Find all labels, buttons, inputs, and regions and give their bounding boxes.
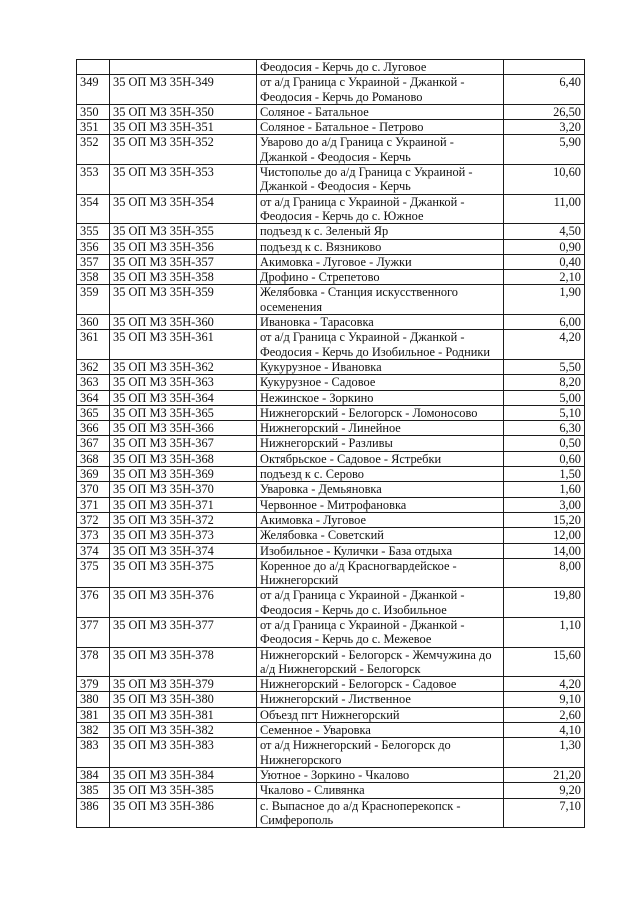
road-length-cell: 0,40 — [504, 254, 585, 269]
road-length-cell: 21,20 — [504, 767, 585, 782]
road-code-cell: 35 ОП МЗ 35Н-381 — [110, 707, 257, 722]
row-number-cell: 371 — [77, 497, 110, 512]
road-length-cell: 12,00 — [504, 528, 585, 543]
road-code-cell: 35 ОП МЗ 35Н-372 — [110, 512, 257, 527]
road-name-cell: от а/д Граница с Украиной - Джанкой - Феодосия - Керчь до Романово — [257, 75, 504, 105]
road-code-cell: 35 ОП МЗ 35Н-366 — [110, 421, 257, 436]
road-length-cell: 3,20 — [504, 120, 585, 135]
table-row — [77, 467, 585, 482]
table-row — [77, 315, 585, 330]
table-row — [77, 165, 585, 195]
road-register-table — [76, 59, 585, 828]
row-number-cell: 350 — [77, 104, 110, 119]
row-number-cell: 357 — [77, 254, 110, 269]
road-length-cell: 4,20 — [504, 330, 585, 360]
road-code-cell: 35 ОП МЗ 35Н-350 — [110, 104, 257, 119]
road-code-cell: 35 ОП МЗ 35Н-354 — [110, 194, 257, 224]
road-name-cell: Феодосия - Керчь до с. Луговое — [257, 60, 504, 75]
road-name-cell: Желябовка - Советский — [257, 528, 504, 543]
road-length-cell: 5,90 — [504, 135, 585, 165]
row-number-cell: 369 — [77, 467, 110, 482]
row-number-cell: 354 — [77, 194, 110, 224]
road-name-cell: подъезд к с. Зеленый Яр — [257, 224, 504, 239]
road-code-cell: 35 ОП МЗ 35Н-351 — [110, 120, 257, 135]
road-name-cell: Чкалово - Сливянка — [257, 783, 504, 798]
road-length-cell: 10,60 — [504, 165, 585, 195]
road-length-cell: 2,60 — [504, 707, 585, 722]
table-row — [77, 767, 585, 782]
road-code-cell: 35 ОП МЗ 35Н-375 — [110, 558, 257, 588]
road-name-cell: Изобильное - Кулички - База отдыха — [257, 543, 504, 558]
row-number-cell: 383 — [77, 738, 110, 768]
road-name-cell: подъезд к с. Вязниково — [257, 239, 504, 254]
road-code-cell: 35 ОП МЗ 35Н-353 — [110, 165, 257, 195]
road-length-cell: 15,60 — [504, 647, 585, 677]
road-name-cell: Нижнегорский - Белогорск - Жемчужина до а/д Нижнегорский - Белогорск — [257, 647, 504, 677]
road-name-cell: Дрофино - Стрепетово — [257, 270, 504, 285]
table-row — [77, 617, 585, 647]
road-code-cell: 35 ОП МЗ 35Н-361 — [110, 330, 257, 360]
road-length-cell: 6,30 — [504, 421, 585, 436]
road-name-cell: Желябовка - Станция искусственного осеменения — [257, 285, 504, 315]
row-number-cell: 363 — [77, 375, 110, 390]
table-row — [77, 738, 585, 768]
road-code-cell: 35 ОП МЗ 35Н-352 — [110, 135, 257, 165]
road-name-cell: Уваровка - Демьяновка — [257, 482, 504, 497]
table-row — [77, 723, 585, 738]
road-length-cell — [504, 60, 585, 75]
road-name-cell: Соляное - Батальное — [257, 104, 504, 119]
road-length-cell: 1,50 — [504, 467, 585, 482]
row-number-cell: 382 — [77, 723, 110, 738]
road-length-cell: 15,20 — [504, 512, 585, 527]
road-name-cell: с. Выпасное до а/д Красноперекопск - Симферополь — [257, 798, 504, 828]
road-code-cell: 35 ОП МЗ 35Н-362 — [110, 359, 257, 374]
row-number-cell: 364 — [77, 390, 110, 405]
road-name-cell: подъезд к с. Серово — [257, 467, 504, 482]
table-row — [77, 390, 585, 405]
road-name-cell: от а/д Граница с Украиной - Джанкой - Феодосия - Керчь до с. Межевое — [257, 617, 504, 647]
table-row — [77, 359, 585, 374]
road-name-cell: Кукурузное - Ивановка — [257, 359, 504, 374]
road-length-cell: 9,20 — [504, 783, 585, 798]
road-code-cell: 35 ОП МЗ 35Н-386 — [110, 798, 257, 828]
row-number-cell: 358 — [77, 270, 110, 285]
road-code-cell: 35 ОП МЗ 35Н-363 — [110, 375, 257, 390]
road-code-cell: 35 ОП МЗ 35Н-360 — [110, 315, 257, 330]
road-code-cell: 35 ОП МЗ 35Н-355 — [110, 224, 257, 239]
table-row — [77, 135, 585, 165]
row-number-cell: 376 — [77, 588, 110, 618]
row-number-cell: 374 — [77, 543, 110, 558]
row-number-cell: 378 — [77, 647, 110, 677]
road-name-cell: Нижнегорский - Разливы — [257, 436, 504, 451]
road-length-cell: 7,10 — [504, 798, 585, 828]
road-name-cell: от а/д Нижнегорский - Белогорск до Нижнегорского — [257, 738, 504, 768]
table-row — [77, 104, 585, 119]
row-number-cell: 381 — [77, 707, 110, 722]
road-length-cell: 8,00 — [504, 558, 585, 588]
road-code-cell: 35 ОП МЗ 35Н-349 — [110, 75, 257, 105]
road-length-cell: 5,00 — [504, 390, 585, 405]
road-code-cell: 35 ОП МЗ 35Н-380 — [110, 692, 257, 707]
row-number-cell: 384 — [77, 767, 110, 782]
road-code-cell: 35 ОП МЗ 35Н-384 — [110, 767, 257, 782]
table-row — [77, 405, 585, 420]
road-name-cell: от а/д Граница с Украиной - Джанкой - Феодосия - Керчь до с. Изобильное — [257, 588, 504, 618]
row-number-cell: 370 — [77, 482, 110, 497]
road-name-cell: Нижнегорский - Линейное — [257, 421, 504, 436]
table-row — [77, 647, 585, 677]
road-code-cell: 35 ОП МЗ 35Н-385 — [110, 783, 257, 798]
table-row — [77, 330, 585, 360]
table-row — [77, 239, 585, 254]
road-length-cell: 6,40 — [504, 75, 585, 105]
table-row — [77, 375, 585, 390]
table-row — [77, 194, 585, 224]
row-number-cell: 365 — [77, 405, 110, 420]
row-number-cell: 380 — [77, 692, 110, 707]
road-name-cell: от а/д Граница с Украиной - Джанкой - Феодосия - Керчь до Изобильное - Родники — [257, 330, 504, 360]
table-row — [77, 783, 585, 798]
road-code-cell: 35 ОП МЗ 35Н-383 — [110, 738, 257, 768]
table-row — [77, 692, 585, 707]
table-row — [77, 436, 585, 451]
row-number-cell: 359 — [77, 285, 110, 315]
row-number-cell: 366 — [77, 421, 110, 436]
road-code-cell: 35 ОП МЗ 35Н-368 — [110, 451, 257, 466]
row-number-cell: 377 — [77, 617, 110, 647]
table-row — [77, 798, 585, 828]
road-name-cell: Акимовка - Луговое — [257, 512, 504, 527]
row-number-cell: 352 — [77, 135, 110, 165]
road-code-cell: 35 ОП МЗ 35Н-357 — [110, 254, 257, 269]
table-row — [77, 677, 585, 692]
row-number-cell: 355 — [77, 224, 110, 239]
table-row — [77, 482, 585, 497]
row-number-cell: 361 — [77, 330, 110, 360]
table-row — [77, 543, 585, 558]
road-length-cell: 0,90 — [504, 239, 585, 254]
row-number-cell: 379 — [77, 677, 110, 692]
road-code-cell: 35 ОП МЗ 35Н-378 — [110, 647, 257, 677]
road-name-cell: Нежинское - Зоркино — [257, 390, 504, 405]
row-number-cell: 360 — [77, 315, 110, 330]
road-name-cell: Объезд пгт Нижнегорский — [257, 707, 504, 722]
road-length-cell: 19,80 — [504, 588, 585, 618]
road-code-cell: 35 ОП МЗ 35Н-364 — [110, 390, 257, 405]
road-length-cell: 6,00 — [504, 315, 585, 330]
row-number-cell: 351 — [77, 120, 110, 135]
road-code-cell: 35 ОП МЗ 35Н-379 — [110, 677, 257, 692]
road-length-cell: 0,50 — [504, 436, 585, 451]
road-code-cell: 35 ОП МЗ 35Н-359 — [110, 285, 257, 315]
road-code-cell: 35 ОП МЗ 35Н-367 — [110, 436, 257, 451]
road-name-cell: Семенное - Уваровка — [257, 723, 504, 738]
road-name-cell: Октябрьское - Садовое - Ястребки — [257, 451, 504, 466]
table-row — [77, 75, 585, 105]
table-row — [77, 528, 585, 543]
row-number-cell: 368 — [77, 451, 110, 466]
road-length-cell: 5,10 — [504, 405, 585, 420]
road-name-cell: от а/д Граница с Украиной - Джанкой - Феодосия - Керчь до с. Южное — [257, 194, 504, 224]
road-code-cell — [110, 60, 257, 75]
road-name-cell: Червонное - Митрофановка — [257, 497, 504, 512]
road-code-cell: 35 ОП МЗ 35Н-371 — [110, 497, 257, 512]
table-row — [77, 224, 585, 239]
road-length-cell: 4,20 — [504, 677, 585, 692]
road-name-cell: Ивановка - Тарасовка — [257, 315, 504, 330]
road-length-cell: 1,60 — [504, 482, 585, 497]
road-length-cell: 1,90 — [504, 285, 585, 315]
row-number-cell: 386 — [77, 798, 110, 828]
road-code-cell: 35 ОП МЗ 35Н-382 — [110, 723, 257, 738]
row-number-cell: 349 — [77, 75, 110, 105]
row-number-cell: 375 — [77, 558, 110, 588]
road-name-cell: Коренное до а/д Красногвардейское - Нижнегорский — [257, 558, 504, 588]
road-length-cell: 2,10 — [504, 270, 585, 285]
road-length-cell: 11,00 — [504, 194, 585, 224]
road-code-cell: 35 ОП МЗ 35Н-373 — [110, 528, 257, 543]
table-row — [77, 451, 585, 466]
road-name-cell: Акимовка - Луговое - Лужки — [257, 254, 504, 269]
road-length-cell: 5,50 — [504, 359, 585, 374]
row-number-cell: 385 — [77, 783, 110, 798]
road-name-cell: Нижнегорский - Лиственное — [257, 692, 504, 707]
road-length-cell: 0,60 — [504, 451, 585, 466]
road-name-cell: Чистополье до а/д Граница с Украиной - Джанкой - Феодосия - Керчь — [257, 165, 504, 195]
row-number-cell: 367 — [77, 436, 110, 451]
table-row — [77, 421, 585, 436]
row-number-cell: 353 — [77, 165, 110, 195]
table-row — [77, 60, 585, 75]
road-code-cell: 35 ОП МЗ 35Н-377 — [110, 617, 257, 647]
row-number-cell: 372 — [77, 512, 110, 527]
table-row — [77, 270, 585, 285]
row-number-cell: 362 — [77, 359, 110, 374]
road-name-cell: Уютное - Зоркино - Чкалово — [257, 767, 504, 782]
road-code-cell: 35 ОП МЗ 35Н-376 — [110, 588, 257, 618]
road-code-cell: 35 ОП МЗ 35Н-365 — [110, 405, 257, 420]
road-code-cell: 35 ОП МЗ 35Н-356 — [110, 239, 257, 254]
road-length-cell: 9,10 — [504, 692, 585, 707]
row-number-cell: 356 — [77, 239, 110, 254]
road-name-cell: Уварово до а/д Граница с Украиной - Джанкой - Феодосия - Керчь — [257, 135, 504, 165]
road-length-cell: 8,20 — [504, 375, 585, 390]
table-row — [77, 285, 585, 315]
road-length-cell: 14,00 — [504, 543, 585, 558]
road-register-body — [77, 60, 585, 828]
table-row — [77, 497, 585, 512]
road-length-cell: 4,10 — [504, 723, 585, 738]
road-code-cell: 35 ОП МЗ 35Н-370 — [110, 482, 257, 497]
road-code-cell: 35 ОП МЗ 35Н-374 — [110, 543, 257, 558]
road-name-cell: Нижнегорский - Белогорск - Ломоносово — [257, 405, 504, 420]
table-row — [77, 512, 585, 527]
table-row — [77, 707, 585, 722]
table-row — [77, 254, 585, 269]
table-row — [77, 558, 585, 588]
road-code-cell: 35 ОП МЗ 35Н-369 — [110, 467, 257, 482]
road-name-cell: Кукурузное - Садовое — [257, 375, 504, 390]
road-length-cell: 26,50 — [504, 104, 585, 119]
road-length-cell: 1,30 — [504, 738, 585, 768]
table-row — [77, 120, 585, 135]
row-number-cell — [77, 60, 110, 75]
road-name-cell: Нижнегорский - Белогорск - Садовое — [257, 677, 504, 692]
road-name-cell: Соляное - Батальное - Петрово — [257, 120, 504, 135]
row-number-cell: 373 — [77, 528, 110, 543]
road-code-cell: 35 ОП МЗ 35Н-358 — [110, 270, 257, 285]
road-length-cell: 1,10 — [504, 617, 585, 647]
road-length-cell: 4,50 — [504, 224, 585, 239]
road-length-cell: 3,00 — [504, 497, 585, 512]
table-row — [77, 588, 585, 618]
